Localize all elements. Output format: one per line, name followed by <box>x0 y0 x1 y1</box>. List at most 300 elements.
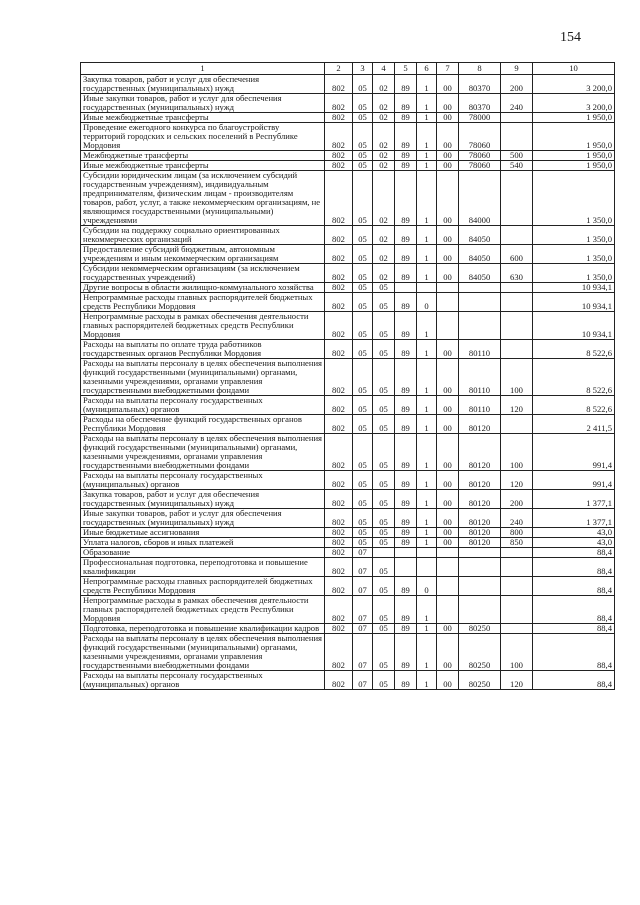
code-target: 80370 <box>459 75 501 94</box>
table-row <box>81 509 615 528</box>
code-program: 89 <box>395 434 417 471</box>
code-subsection: 05 <box>373 340 395 359</box>
code-ministry: 802 <box>325 312 353 340</box>
code-ministry: 802 <box>325 94 353 113</box>
table-row <box>81 558 615 577</box>
code-subsection: 05 <box>373 312 395 340</box>
code-subsection: 05 <box>373 293 395 312</box>
amount: 1 950,0 <box>533 123 615 151</box>
code-section: 05 <box>353 509 373 528</box>
code-ministry: 802 <box>325 538 353 548</box>
code-subsection: 05 <box>373 283 395 293</box>
code-subprogram: 1 <box>417 151 437 161</box>
code-section: 05 <box>353 94 373 113</box>
code-program: 89 <box>395 396 417 415</box>
code-subprogram: 1 <box>417 538 437 548</box>
code-expense-type <box>501 548 533 558</box>
code-subsection: 02 <box>373 171 395 226</box>
code-expense-type: 120 <box>501 396 533 415</box>
row-name: Расходы на выплаты персоналу в целях обеспечения выполнения функций государственными (муниципальными) органами, казенными учреждениями, органами управления государственными внебюджетными фондами <box>81 434 325 471</box>
code-target: 84050 <box>459 226 501 245</box>
code-subprogram: 1 <box>417 245 437 264</box>
code-expense-type <box>501 293 533 312</box>
row-name: Образование <box>81 548 325 558</box>
code-subsection: 05 <box>373 415 395 434</box>
table-row <box>81 538 615 548</box>
code-program: 89 <box>395 94 417 113</box>
code-program: 89 <box>395 245 417 264</box>
table-row <box>81 396 615 415</box>
code-target: 80250 <box>459 634 501 671</box>
code-program: 89 <box>395 264 417 283</box>
code-expense-type <box>501 226 533 245</box>
code-ministry: 802 <box>325 283 353 293</box>
code-direction <box>437 293 459 312</box>
code-section: 05 <box>353 490 373 509</box>
code-target: 80110 <box>459 396 501 415</box>
table-row <box>81 123 615 151</box>
code-subsection: 02 <box>373 113 395 123</box>
code-direction: 00 <box>437 490 459 509</box>
table-row <box>81 312 615 340</box>
code-direction <box>437 312 459 340</box>
code-direction: 00 <box>437 151 459 161</box>
code-ministry: 802 <box>325 171 353 226</box>
code-ministry: 802 <box>325 624 353 634</box>
table-row <box>81 577 615 596</box>
code-program: 89 <box>395 75 417 94</box>
code-program: 89 <box>395 624 417 634</box>
code-program: 89 <box>395 312 417 340</box>
code-section: 05 <box>353 123 373 151</box>
code-target: 80120 <box>459 434 501 471</box>
code-section: 05 <box>353 245 373 264</box>
code-direction <box>437 577 459 596</box>
code-ministry: 802 <box>325 151 353 161</box>
column-header: 1 <box>81 63 325 75</box>
code-section: 07 <box>353 577 373 596</box>
code-subprogram: 1 <box>417 509 437 528</box>
table-row <box>81 548 615 558</box>
row-name: Расходы на выплаты персоналу государственных (муниципальных) органов <box>81 471 325 490</box>
code-direction: 00 <box>437 528 459 538</box>
code-program <box>395 283 417 293</box>
code-subprogram <box>417 283 437 293</box>
table-row <box>81 151 615 161</box>
row-name: Профессиональная подготовка, переподготовка и повышение квалификации <box>81 558 325 577</box>
code-subsection: 05 <box>373 509 395 528</box>
code-subsection <box>373 548 395 558</box>
code-direction: 00 <box>437 340 459 359</box>
code-expense-type <box>501 577 533 596</box>
amount: 43,0 <box>533 528 615 538</box>
column-header: 4 <box>373 63 395 75</box>
row-name: Межбюджетные трансферты <box>81 151 325 161</box>
amount: 991,4 <box>533 471 615 490</box>
code-expense-type: 800 <box>501 528 533 538</box>
code-subsection: 05 <box>373 558 395 577</box>
code-subsection: 05 <box>373 538 395 548</box>
table-row <box>81 226 615 245</box>
table-row <box>81 264 615 283</box>
column-header: 5 <box>395 63 417 75</box>
code-subsection: 05 <box>373 359 395 396</box>
code-subprogram: 1 <box>417 123 437 151</box>
code-subprogram: 0 <box>417 577 437 596</box>
table-row <box>81 596 615 624</box>
code-ministry: 802 <box>325 226 353 245</box>
row-name: Предоставление субсидий бюджетным, автономным учреждениям и иным некоммерческим организациям <box>81 245 325 264</box>
amount: 10 934,1 <box>533 283 615 293</box>
column-header: 9 <box>501 63 533 75</box>
amount: 1 377,1 <box>533 490 615 509</box>
code-expense-type <box>501 340 533 359</box>
code-target: 78060 <box>459 151 501 161</box>
code-program <box>395 558 417 577</box>
code-direction: 00 <box>437 634 459 671</box>
code-subprogram: 1 <box>417 75 437 94</box>
amount: 8 522,6 <box>533 396 615 415</box>
row-name: Иные межбюджетные трансферты <box>81 161 325 171</box>
code-target: 80110 <box>459 340 501 359</box>
amount: 8 522,6 <box>533 359 615 396</box>
code-subsection: 05 <box>373 490 395 509</box>
amount: 43,0 <box>533 538 615 548</box>
code-expense-type: 600 <box>501 245 533 264</box>
code-target: 80120 <box>459 490 501 509</box>
row-name: Субсидии юридическим лицам (за исключением субсидий государственным учреждениям), индивидуальным предпринимателям, физическим лицам - производителям товаров, работ, услуг, а также некоммерческим организациям, не являющимся государственными (муниципальными) учреждениями <box>81 171 325 226</box>
code-direction: 00 <box>437 171 459 226</box>
row-name: Иные бюджетные ассигнования <box>81 528 325 538</box>
code-subprogram: 1 <box>417 396 437 415</box>
column-header: 2 <box>325 63 353 75</box>
code-expense-type <box>501 113 533 123</box>
table-row <box>81 528 615 538</box>
amount: 1 350,0 <box>533 226 615 245</box>
amount: 10 934,1 <box>533 293 615 312</box>
code-subsection: 02 <box>373 245 395 264</box>
code-direction: 00 <box>437 123 459 151</box>
row-name: Закупка товаров, работ и услуг для обеспечения государственных (муниципальных) нужд <box>81 490 325 509</box>
code-program: 89 <box>395 528 417 538</box>
code-target: 80120 <box>459 509 501 528</box>
code-program: 89 <box>395 634 417 671</box>
code-direction <box>437 558 459 577</box>
code-target: 80370 <box>459 94 501 113</box>
budget-table <box>80 62 615 690</box>
code-subprogram: 1 <box>417 359 437 396</box>
code-program: 89 <box>395 490 417 509</box>
code-expense-type <box>501 123 533 151</box>
code-section: 05 <box>353 283 373 293</box>
code-section: 05 <box>353 151 373 161</box>
code-direction <box>437 548 459 558</box>
code-section: 05 <box>353 264 373 283</box>
code-ministry: 802 <box>325 671 353 690</box>
code-subsection: 02 <box>373 161 395 171</box>
row-name: Непрограммные расходы главных распорядителей бюджетных средств Республики Мордовия <box>81 293 325 312</box>
table-row <box>81 340 615 359</box>
code-ministry: 802 <box>325 245 353 264</box>
table-row <box>81 634 615 671</box>
row-name: Подготовка, переподготовка и повышение квалификации кадров <box>81 624 325 634</box>
code-subsection: 05 <box>373 634 395 671</box>
code-direction: 00 <box>437 264 459 283</box>
table-row <box>81 434 615 471</box>
code-target <box>459 312 501 340</box>
code-subsection: 02 <box>373 264 395 283</box>
code-subprogram: 1 <box>417 340 437 359</box>
code-target <box>459 283 501 293</box>
amount: 1 350,0 <box>533 264 615 283</box>
code-subsection: 05 <box>373 471 395 490</box>
column-header: 6 <box>417 63 437 75</box>
row-name: Иные межбюджетные трансферты <box>81 113 325 123</box>
table-row <box>81 245 615 264</box>
code-ministry: 802 <box>325 293 353 312</box>
code-ministry: 802 <box>325 558 353 577</box>
code-ministry: 802 <box>325 396 353 415</box>
row-name: Субсидии на поддержку социально ориентированных некоммерческих организаций <box>81 226 325 245</box>
row-name: Расходы на выплаты персоналу в целях обеспечения выполнения функций государственными (муниципальными) органами, казенными учреждениями, органами управления государственными внебюджетными фондами <box>81 359 325 396</box>
amount: 1 950,0 <box>533 161 615 171</box>
code-ministry: 802 <box>325 340 353 359</box>
code-target <box>459 558 501 577</box>
code-program: 89 <box>395 123 417 151</box>
code-target <box>459 577 501 596</box>
table-row <box>81 94 615 113</box>
code-program: 89 <box>395 538 417 548</box>
code-program: 89 <box>395 293 417 312</box>
code-direction: 00 <box>437 94 459 113</box>
code-target: 78060 <box>459 161 501 171</box>
code-direction: 00 <box>437 161 459 171</box>
code-subprogram: 1 <box>417 624 437 634</box>
code-subsection: 02 <box>373 151 395 161</box>
column-header: 7 <box>437 63 459 75</box>
code-expense-type: 100 <box>501 359 533 396</box>
code-expense-type <box>501 415 533 434</box>
code-program: 89 <box>395 340 417 359</box>
code-ministry: 802 <box>325 359 353 396</box>
code-program: 89 <box>395 415 417 434</box>
amount: 1 350,0 <box>533 245 615 264</box>
code-direction <box>437 596 459 624</box>
code-target <box>459 548 501 558</box>
code-expense-type <box>501 283 533 293</box>
code-expense-type <box>501 596 533 624</box>
code-expense-type <box>501 312 533 340</box>
code-ministry: 802 <box>325 548 353 558</box>
table-row <box>81 293 615 312</box>
code-section: 07 <box>353 548 373 558</box>
amount: 88,4 <box>533 624 615 634</box>
code-direction: 00 <box>437 226 459 245</box>
code-ministry: 802 <box>325 113 353 123</box>
code-subsection: 05 <box>373 528 395 538</box>
code-subprogram <box>417 548 437 558</box>
amount: 88,4 <box>533 671 615 690</box>
code-program: 89 <box>395 671 417 690</box>
code-section: 05 <box>353 434 373 471</box>
code-subprogram: 1 <box>417 113 437 123</box>
code-program: 89 <box>395 226 417 245</box>
code-direction: 00 <box>437 113 459 123</box>
code-target: 78060 <box>459 123 501 151</box>
code-direction: 00 <box>437 434 459 471</box>
row-name: Расходы на выплаты персоналу в целях обеспечения выполнения функций государственными (муниципальными) органами, казенными учреждениями, органами управления государственными внебюджетными фондами <box>81 634 325 671</box>
amount: 1 950,0 <box>533 113 615 123</box>
code-expense-type: 240 <box>501 94 533 113</box>
code-target: 80110 <box>459 359 501 396</box>
amount: 991,4 <box>533 434 615 471</box>
code-subprogram: 1 <box>417 490 437 509</box>
code-target: 80120 <box>459 471 501 490</box>
code-subprogram: 1 <box>417 596 437 624</box>
code-section: 07 <box>353 671 373 690</box>
row-name: Расходы на выплаты персоналу государственных (муниципальных) органов <box>81 671 325 690</box>
amount: 88,4 <box>533 558 615 577</box>
code-section: 05 <box>353 161 373 171</box>
code-subprogram: 1 <box>417 671 437 690</box>
code-section: 07 <box>353 624 373 634</box>
code-subsection: 05 <box>373 596 395 624</box>
code-section: 05 <box>353 396 373 415</box>
amount: 1 377,1 <box>533 509 615 528</box>
row-name: Непрограммные расходы в рамках обеспечения деятельности главных распорядителей бюджетных средств Республики Мордовия <box>81 596 325 624</box>
code-program: 89 <box>395 596 417 624</box>
code-section: 05 <box>353 113 373 123</box>
code-ministry: 802 <box>325 528 353 538</box>
row-name: Непрограммные расходы в рамках обеспечения деятельности главных распорядителей бюджетных средств Республики Мордовия <box>81 312 325 340</box>
row-name: Субсидии некоммерческим организациям (за исключением государственных учреждений) <box>81 264 325 283</box>
row-name: Расходы на выплаты по оплате труда работников государственных органов Республики Мордовия <box>81 340 325 359</box>
table-row <box>81 359 615 396</box>
header-row <box>81 63 615 75</box>
code-ministry: 802 <box>325 415 353 434</box>
code-program: 89 <box>395 151 417 161</box>
code-direction: 00 <box>437 471 459 490</box>
code-subprogram <box>417 558 437 577</box>
code-subprogram: 1 <box>417 161 437 171</box>
code-subprogram: 0 <box>417 293 437 312</box>
code-section: 05 <box>353 340 373 359</box>
code-expense-type: 200 <box>501 490 533 509</box>
code-ministry: 802 <box>325 634 353 671</box>
table-row <box>81 624 615 634</box>
code-direction: 00 <box>437 75 459 94</box>
code-program: 89 <box>395 113 417 123</box>
code-direction <box>437 283 459 293</box>
code-section: 07 <box>353 596 373 624</box>
code-expense-type: 100 <box>501 634 533 671</box>
code-section: 05 <box>353 171 373 226</box>
table-row <box>81 161 615 171</box>
row-name: Расходы на выплаты персоналу государственных (муниципальных) органов <box>81 396 325 415</box>
code-subprogram: 1 <box>417 171 437 226</box>
code-direction: 00 <box>437 359 459 396</box>
code-subsection: 05 <box>373 624 395 634</box>
code-expense-type: 240 <box>501 509 533 528</box>
table-row <box>81 471 615 490</box>
code-section: 07 <box>353 558 373 577</box>
page-number: 154 <box>560 30 581 45</box>
code-direction: 00 <box>437 538 459 548</box>
code-ministry: 802 <box>325 75 353 94</box>
code-subprogram: 1 <box>417 415 437 434</box>
code-expense-type: 120 <box>501 671 533 690</box>
code-subprogram: 1 <box>417 634 437 671</box>
code-section: 05 <box>353 471 373 490</box>
code-target: 80250 <box>459 624 501 634</box>
row-name: Иные закупки товаров, работ и услуг для обеспечения государственных (муниципальных) нужд <box>81 509 325 528</box>
code-direction: 00 <box>437 624 459 634</box>
table-row <box>81 490 615 509</box>
code-target: 80120 <box>459 538 501 548</box>
code-direction: 00 <box>437 415 459 434</box>
code-program: 89 <box>395 471 417 490</box>
code-ministry: 802 <box>325 161 353 171</box>
code-subsection: 02 <box>373 94 395 113</box>
amount: 2 411,5 <box>533 415 615 434</box>
code-subprogram: 1 <box>417 264 437 283</box>
column-header: 10 <box>533 63 615 75</box>
amount: 1 350,0 <box>533 171 615 226</box>
code-target <box>459 293 501 312</box>
code-ministry: 802 <box>325 509 353 528</box>
amount: 10 934,1 <box>533 312 615 340</box>
column-header: 3 <box>353 63 373 75</box>
code-section: 05 <box>353 293 373 312</box>
code-program <box>395 548 417 558</box>
amount: 3 200,0 <box>533 94 615 113</box>
amount: 8 522,6 <box>533 340 615 359</box>
code-target <box>459 596 501 624</box>
code-section: 05 <box>353 538 373 548</box>
row-name: Непрограммные расходы главных распорядителей бюджетных средств Республики Мордовия <box>81 577 325 596</box>
row-name: Другие вопросы в области жилищно-коммунального хозяйства <box>81 283 325 293</box>
code-subsection: 05 <box>373 671 395 690</box>
code-target: 80120 <box>459 528 501 538</box>
amount: 3 200,0 <box>533 75 615 94</box>
code-expense-type: 200 <box>501 75 533 94</box>
table-row <box>81 671 615 690</box>
code-program: 89 <box>395 359 417 396</box>
code-ministry: 802 <box>325 490 353 509</box>
code-expense-type: 500 <box>501 151 533 161</box>
amount: 1 950,0 <box>533 151 615 161</box>
code-subprogram: 1 <box>417 226 437 245</box>
code-ministry: 802 <box>325 577 353 596</box>
code-program: 89 <box>395 577 417 596</box>
code-target: 84050 <box>459 245 501 264</box>
code-subprogram: 1 <box>417 94 437 113</box>
code-ministry: 802 <box>325 264 353 283</box>
column-header: 8 <box>459 63 501 75</box>
table-row <box>81 75 615 94</box>
table-row <box>81 283 615 293</box>
code-expense-type: 850 <box>501 538 533 548</box>
amount: 88,4 <box>533 596 615 624</box>
code-ministry: 802 <box>325 123 353 151</box>
code-ministry: 802 <box>325 596 353 624</box>
code-target: 80250 <box>459 671 501 690</box>
code-subprogram: 1 <box>417 312 437 340</box>
code-direction: 00 <box>437 509 459 528</box>
code-subprogram: 1 <box>417 471 437 490</box>
code-subsection: 05 <box>373 396 395 415</box>
code-subsection: 05 <box>373 577 395 596</box>
